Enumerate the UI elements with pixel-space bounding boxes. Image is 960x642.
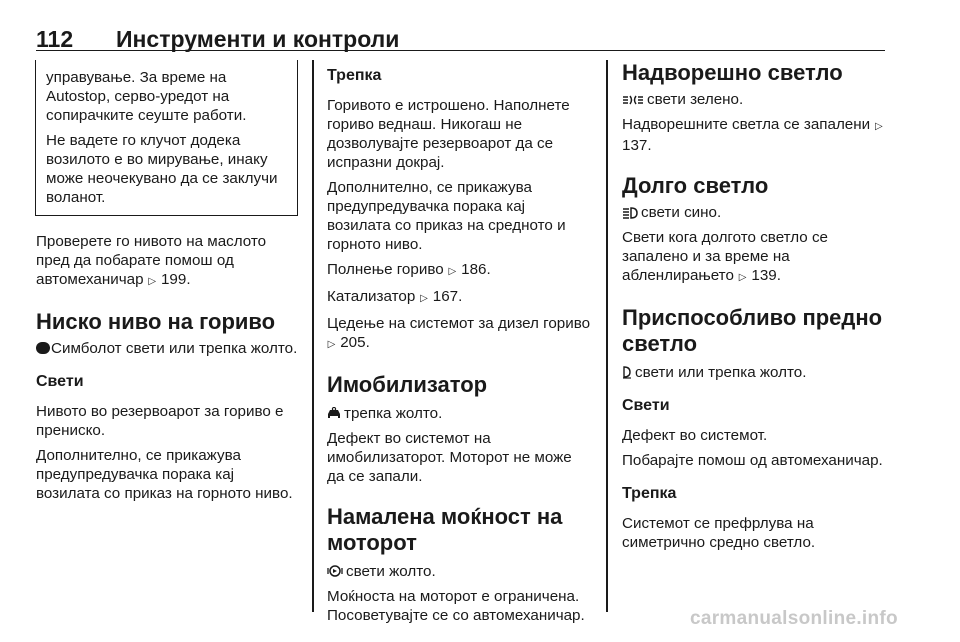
body-paragraph: Дефект во системот. — [622, 427, 768, 444]
body-paragraph: Полнење гориво ▷ 186. — [327, 260, 593, 281]
subsection-heading: Трепка — [327, 67, 382, 84]
section-heading: Имобилизатор — [327, 372, 488, 397]
note-paragraph: управување. За време на Autostop, серво-уредот на сопирачките сеуште работи. — [46, 69, 247, 124]
body-paragraph: Дополнително, се прикажува предупредувачка порака кај возилата со приказ на горното ниво. — [36, 447, 293, 502]
car-key-icon — [327, 407, 341, 420]
column-3 — [622, 60, 888, 552]
note-box — [35, 60, 298, 216]
body-paragraph: Дополнително, се прикажува предупредувачка порака кај возилата со приказ на средното и горното ниво. — [327, 179, 566, 253]
page-ref-icon — [148, 270, 157, 291]
watermark-text: carmanualsonline.info — [690, 608, 898, 629]
column-1 — [36, 60, 298, 503]
body-paragraph: Катализатор ▷ 167. — [327, 287, 593, 308]
body-paragraph: Горивото е истрошено. Наполнете гориво веднаш. Никогаш не дозволувајте резервоарот да се испразни докрај. — [327, 97, 570, 171]
symbol-description: свети зелено. — [622, 90, 888, 109]
symbol-description: свети жолто. — [327, 562, 593, 581]
page-ref-icon — [874, 115, 883, 136]
section-heading: Надворешно светло — [622, 60, 843, 85]
body-paragraph: Проверете го нивото на маслото пред да побарате помош од автомеханичар ▷ 199. — [36, 232, 298, 291]
page-ref-icon — [448, 260, 457, 281]
body-paragraph: Свети кога долгото светло се запалено и за време на абленлирањето ▷ 139. — [622, 228, 888, 287]
body-paragraph: Цедење на системот за дизел гориво ▷ 205. — [327, 314, 593, 354]
page-ref-icon — [738, 266, 747, 287]
column-2 — [327, 60, 593, 625]
body-paragraph: Дефект во системот на имобилизаторот. Моторот не може да се запали. — [327, 430, 572, 485]
body-paragraph: Моќноста на моторот е ограничена. Посоветувајте се со автомеханичар. — [327, 588, 585, 624]
body-paragraph: Надворешните светла се запалени ▷ 137. — [622, 115, 888, 155]
symbol-description: Симболот свети или трепка жолто. — [36, 339, 298, 358]
high-beam-icon — [622, 207, 638, 219]
symbol-description: трепка жолто. — [327, 404, 593, 423]
subsection-heading: Свети — [36, 373, 84, 390]
page-header — [36, 28, 885, 51]
fuel-level-icon — [36, 342, 50, 354]
watermark — [690, 608, 950, 636]
section-heading: Долго светло — [622, 173, 769, 198]
engine-power-icon — [327, 564, 343, 578]
symbol-description: свети или трепка жолто. — [622, 363, 888, 382]
page-number: 112 — [36, 26, 74, 52]
running-title: Инструменти и контроли — [116, 26, 400, 52]
body-paragraph: Нивото во резервоарот за гориво е прениско. — [36, 403, 284, 439]
adaptive-light-icon — [622, 366, 632, 379]
symbol-description: свети сино. — [622, 203, 888, 222]
page-ref-icon — [420, 287, 429, 308]
subsection-heading: Свети — [622, 397, 670, 414]
section-heading: Намалена моќност на моторот — [327, 504, 563, 555]
subsection-heading: Трепка — [622, 485, 677, 502]
section-heading: Приспособливо предно светло — [622, 305, 883, 356]
column-divider — [312, 60, 314, 612]
page-ref-icon — [327, 333, 336, 354]
section-heading: Ниско ниво на гориво — [36, 309, 276, 334]
note-paragraph: Не вадете го клучот додека возилото е во мирување, инаку може неочекувано да се заклучи воланот. — [46, 132, 278, 206]
body-paragraph: Побарајте помош од автомеханичар. — [622, 452, 883, 469]
body-paragraph: Системот се префрлува на симетрично средно светло. — [622, 515, 816, 551]
exterior-light-icon — [622, 94, 644, 106]
column-divider — [606, 60, 608, 612]
